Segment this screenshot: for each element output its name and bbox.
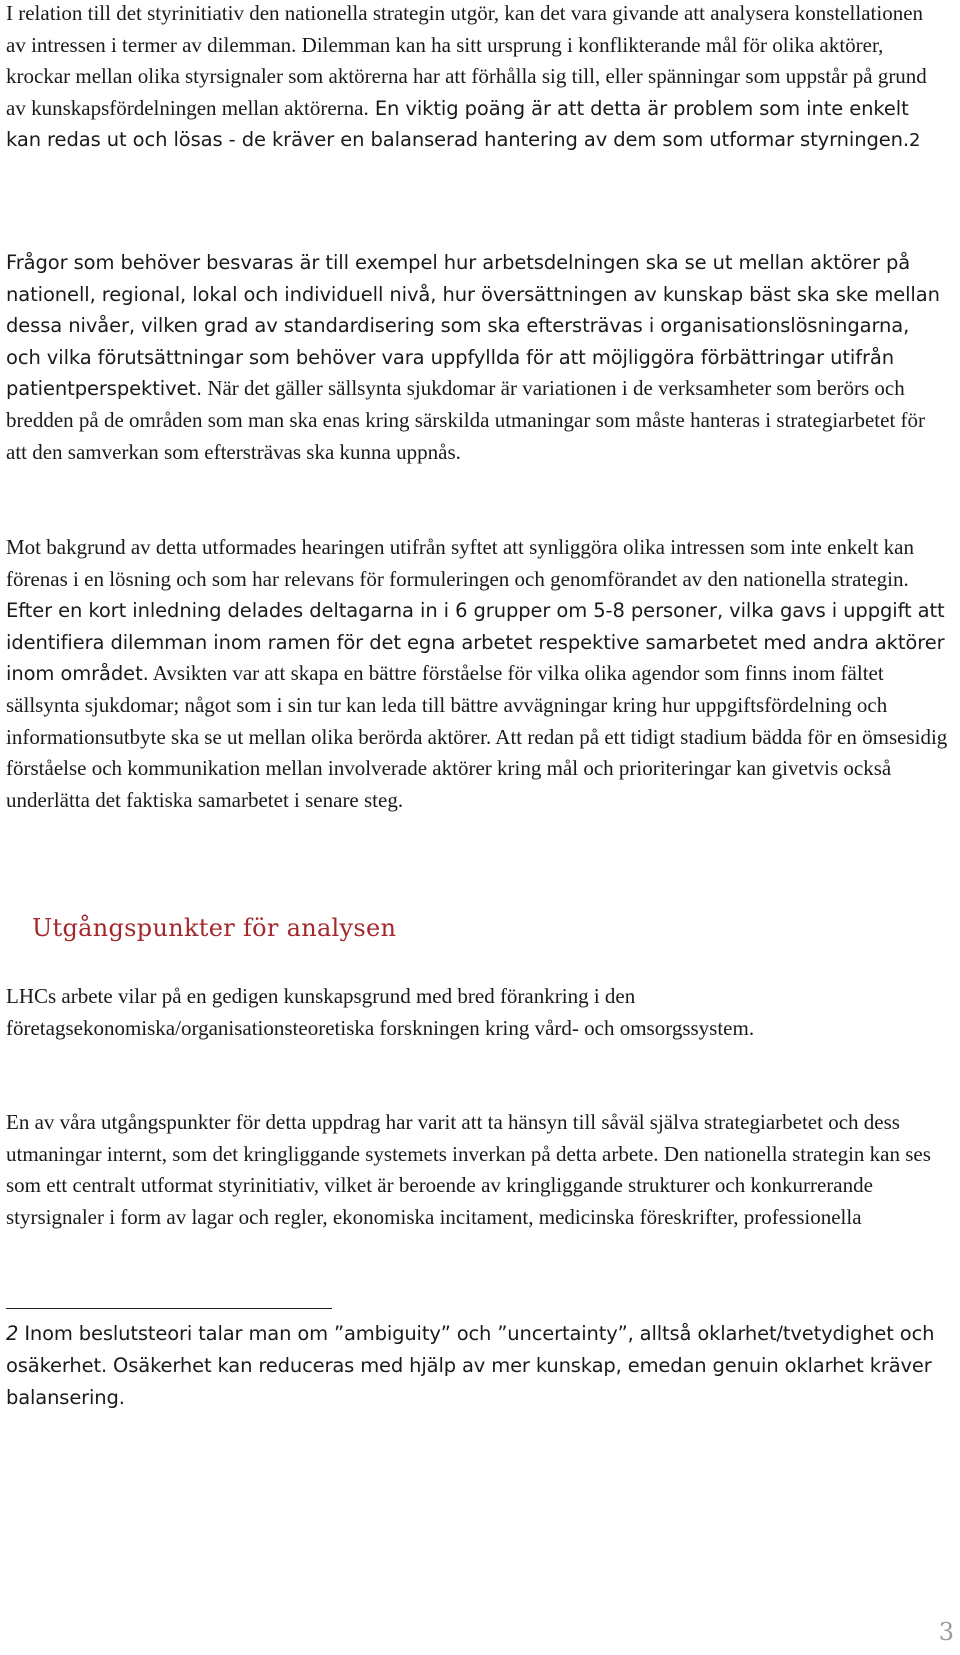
page-number: 3 xyxy=(938,1618,954,1646)
paragraph-text: Den nationella strategin kan ses som ett centralt utformat styrinitiativ, vilket är beroende av kringliggande strukturer och konkurrerande styrsignaler i form av lagar och regler, ekonomiska incitament, medicinska föreskrifter, professionella xyxy=(6,1141,931,1229)
paragraph-text: LHCs arbete vilar på en gedigen kunskapsgrund med bred förankring i den företagsekonomiska/organisationsteoretiska forskningen kring vård- och omsorgssystem. xyxy=(6,984,755,1040)
paragraph-text: Frågor som behöver besvaras är till exempel hur arbetsdelningen ska se ut mellan aktörer på nationell, regional, lokal och individuell nivå, hur översättningen av kunskap bäst ska ske mellan dessa nivåer, vilken grad av standardisering som ska eftersträvas i organisationslösningarna, och vilka förutsättningar som behöver vara uppfyllda för att möjliggöra förbättringar utifrån patientperspektivet. xyxy=(6,251,940,401)
paragraph-text: I relation till det styrinitiativ den nationella strategin utgör, kan det vara givande att analysera konstellationen av intressen i termer av dilemman. Dilemman kan ha sitt ursprung i konflikterande mål för olika aktörer, krockar mellan olika styrsignaler som aktörerna har att förhålla sig till, eller spänningar som uppstår på grund av kunskapsfördelningen mellan aktörerna. xyxy=(6,1,927,120)
footnote-text: Inom beslutsteori talar man om ”ambiguity” och ”uncertainty”, alltså oklarhet/tvetydighet och osäkerhet. Osäkerhet kan reduceras med hjälp av mer kunskap, emedan genuin oklarhet kräver balansering. xyxy=(6,1322,935,1409)
footnote-reference[interactable]: 2 xyxy=(909,130,921,152)
paragraph-text: En av våra utgångspunkter för detta uppdrag har varit att ta hänsyn till såväl själva strategiarbetet och dess utmaningar internt, som det kringliggande systemets inverkan på detta arbete. xyxy=(6,1110,900,1166)
paragraph-text: En viktig poäng är att detta är problem som inte enkelt kan redas ut och lösas - de kräver en balanserad hantering av dem som utformar styrningen. xyxy=(6,96,910,152)
paragraph-text: Mot bakgrund av detta utformades hearingen utifrån syftet att synliggöra olika intressen som inte enkelt kan förenas i en lösning och som har relevans för formuleringen och genomförandet av den nationella strategin. xyxy=(6,535,915,591)
paragraph-text: Efter en kort inledning delades deltagarna in i 6 grupper om 5-8 personer, vilka gavs i uppgift att identifiera dilemman inom ramen för det egna arbetet respektive samarbetet med andra aktörer inom området. xyxy=(6,599,945,686)
paragraph-lhc xyxy=(6,981,946,1044)
footnote-divider xyxy=(6,1308,332,1309)
footnote xyxy=(6,1318,946,1414)
paragraph-text: När det gäller sällsynta sjukdomar är variationen i de verksamheter som berörs och bredden på de områden som man ska enas kring särskilda utmaningar som måste hanteras i strategiarbetet för att den samverkan som eftersträvas ska kunna uppnås. xyxy=(6,376,926,464)
footnote-number: 2 xyxy=(6,1322,19,1345)
section-heading: Utgångspunkter för analysen xyxy=(32,914,397,942)
paragraph-text: Avsikten var att skapa en bättre förståelse för vilka olika agendor som finns inom fältet sällsynta sjukdomar; något som i sin tur kan leda till bättre avvägningar kring hur uppgiftsfördelning och informationsutbyte ska se ut mellan olika berörda aktörer. xyxy=(6,661,888,749)
paragraph-hearing xyxy=(6,532,951,816)
paragraph-utgangspunkter xyxy=(6,1107,956,1233)
paragraph-dilemman-intro xyxy=(6,0,946,157)
paragraph-questions xyxy=(6,247,946,468)
paragraph-text: Att redan på ett tidigt stadium bädda för en ömsesidig förståelse och kommunikation mellan involverade aktörer kring mål och prioriteringar kan givetvis också underlätta det faktiska samarbetet i senare steg. xyxy=(6,724,948,812)
